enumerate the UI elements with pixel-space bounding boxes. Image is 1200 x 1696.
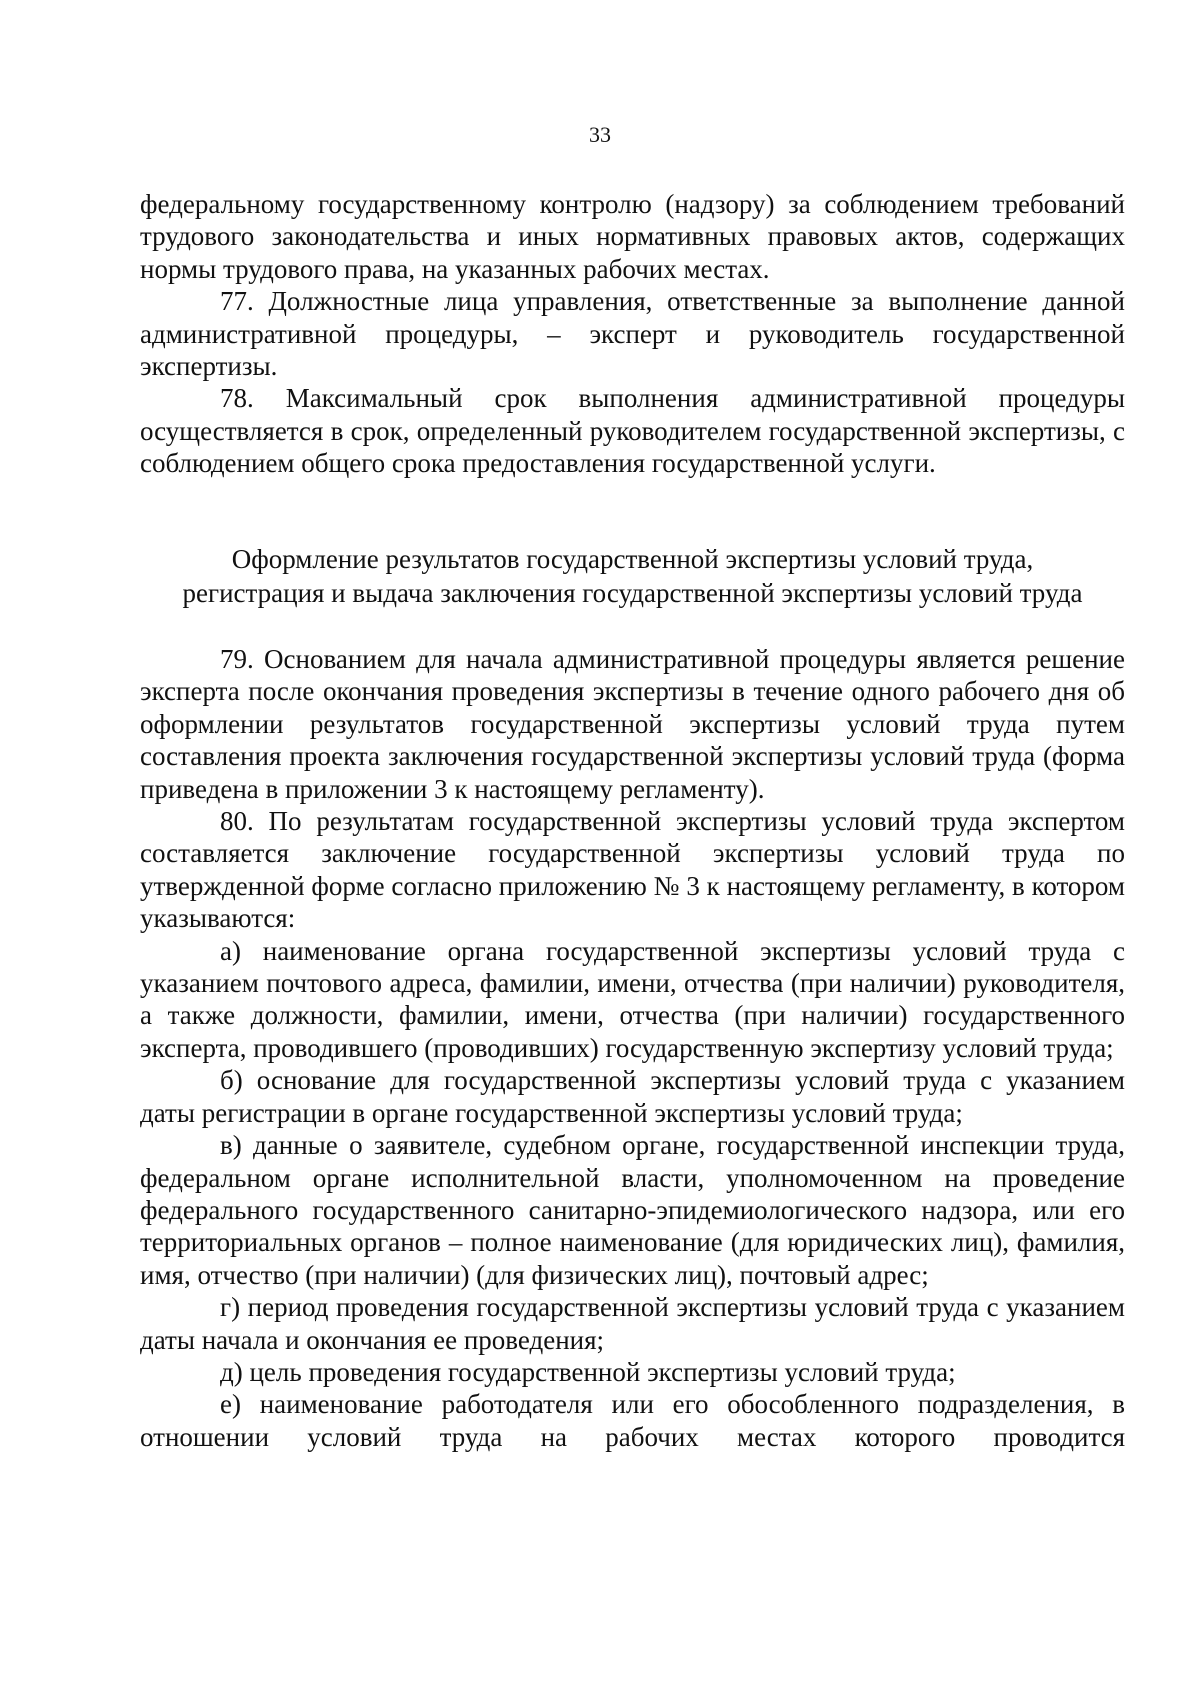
list-item-d: д) цель проведения государственной экспертизы условий труда; — [220, 1356, 956, 1387]
bottom-text-block — [140, 643, 1125, 1453]
list-item-g: г) период проведения государственной экспертизы условий труда с указанием даты начала и окончания ее проведения; — [140, 1292, 1125, 1355]
page-number: 33 — [589, 122, 611, 147]
section-heading-line-2: регистрация и выдача заключения государственной экспертизы условий труда — [182, 578, 1083, 608]
paragraph-79: 79. Основанием для начала административной процедуры является решение эксперта после окончания проведения экспертизы в течение одного рабочего дня об оформлении результатов государственной экспертизы условий труда путем составления проекта заключения государственной экспертизы условий труда (форма приведена в приложении 3 к настоящему регламенту). — [140, 644, 1125, 804]
section-heading — [140, 542, 1125, 610]
paragraph-continuation: федеральному государственному контролю (надзору) за соблюдением требований трудового законодательства и иных нормативных правовых актов, содержащих нормы трудового права, на указанных рабочих местах. — [140, 189, 1125, 284]
list-item-a: а) наименование органа государственной экспертизы условий труда с указанием почтового адреса, фамилии, имени, отчества (при наличии) руководителя, а также должности, фамилии, имени, отчества (при наличии) государственного эксперта, проводившего (проводивших) государственную экспертизу условий труда; — [140, 935, 1125, 1063]
list-item-v: в) данные о заявителе, судебном органе, государственной инспекции труда, федеральном органе исполнительной власти, уполномоченном на проведение федерального государственного санитарно-эпидемиологического надзора, или его территориальных органов – полное наименование (для юридических лиц), фамилия, имя, отчество (при наличии) (для физических лиц), почтовый адрес; — [140, 1130, 1125, 1290]
section-heading-line-1: Оформление результатов государственной экспертизы условий труда, — [231, 544, 1034, 574]
paragraph-77: 77. Должностные лица управления, ответственные за выполнение данной административной процедуры, – эксперт и руководитель государственной экспертизы. — [140, 286, 1125, 382]
top-text-block — [140, 188, 1125, 480]
list-item-b: б) основание для государственной экспертизы условий труда с указанием даты регистрации в органе государственной экспертизы условий труда; — [140, 1065, 1125, 1128]
list-item-e: е) наименование работодателя или его обособленного подразделения, в отношении условий труда на рабочих местах которого проводится — [140, 1389, 1125, 1452]
paragraph-78: 78. Максимальный срок выполнения административной процедуры осуществляется в срок, определенный руководителем государственной экспертизы, с соблюдением общего срока предоставления государственной услуги. — [140, 383, 1125, 479]
paragraph-80: 80. По результатам государственной экспертизы условий труда экспертом составляется заключение государственной экспертизы условий труда по утвержденной форме согласно приложению № 3 к настоящему регламенту, в котором указываются: — [140, 806, 1125, 934]
